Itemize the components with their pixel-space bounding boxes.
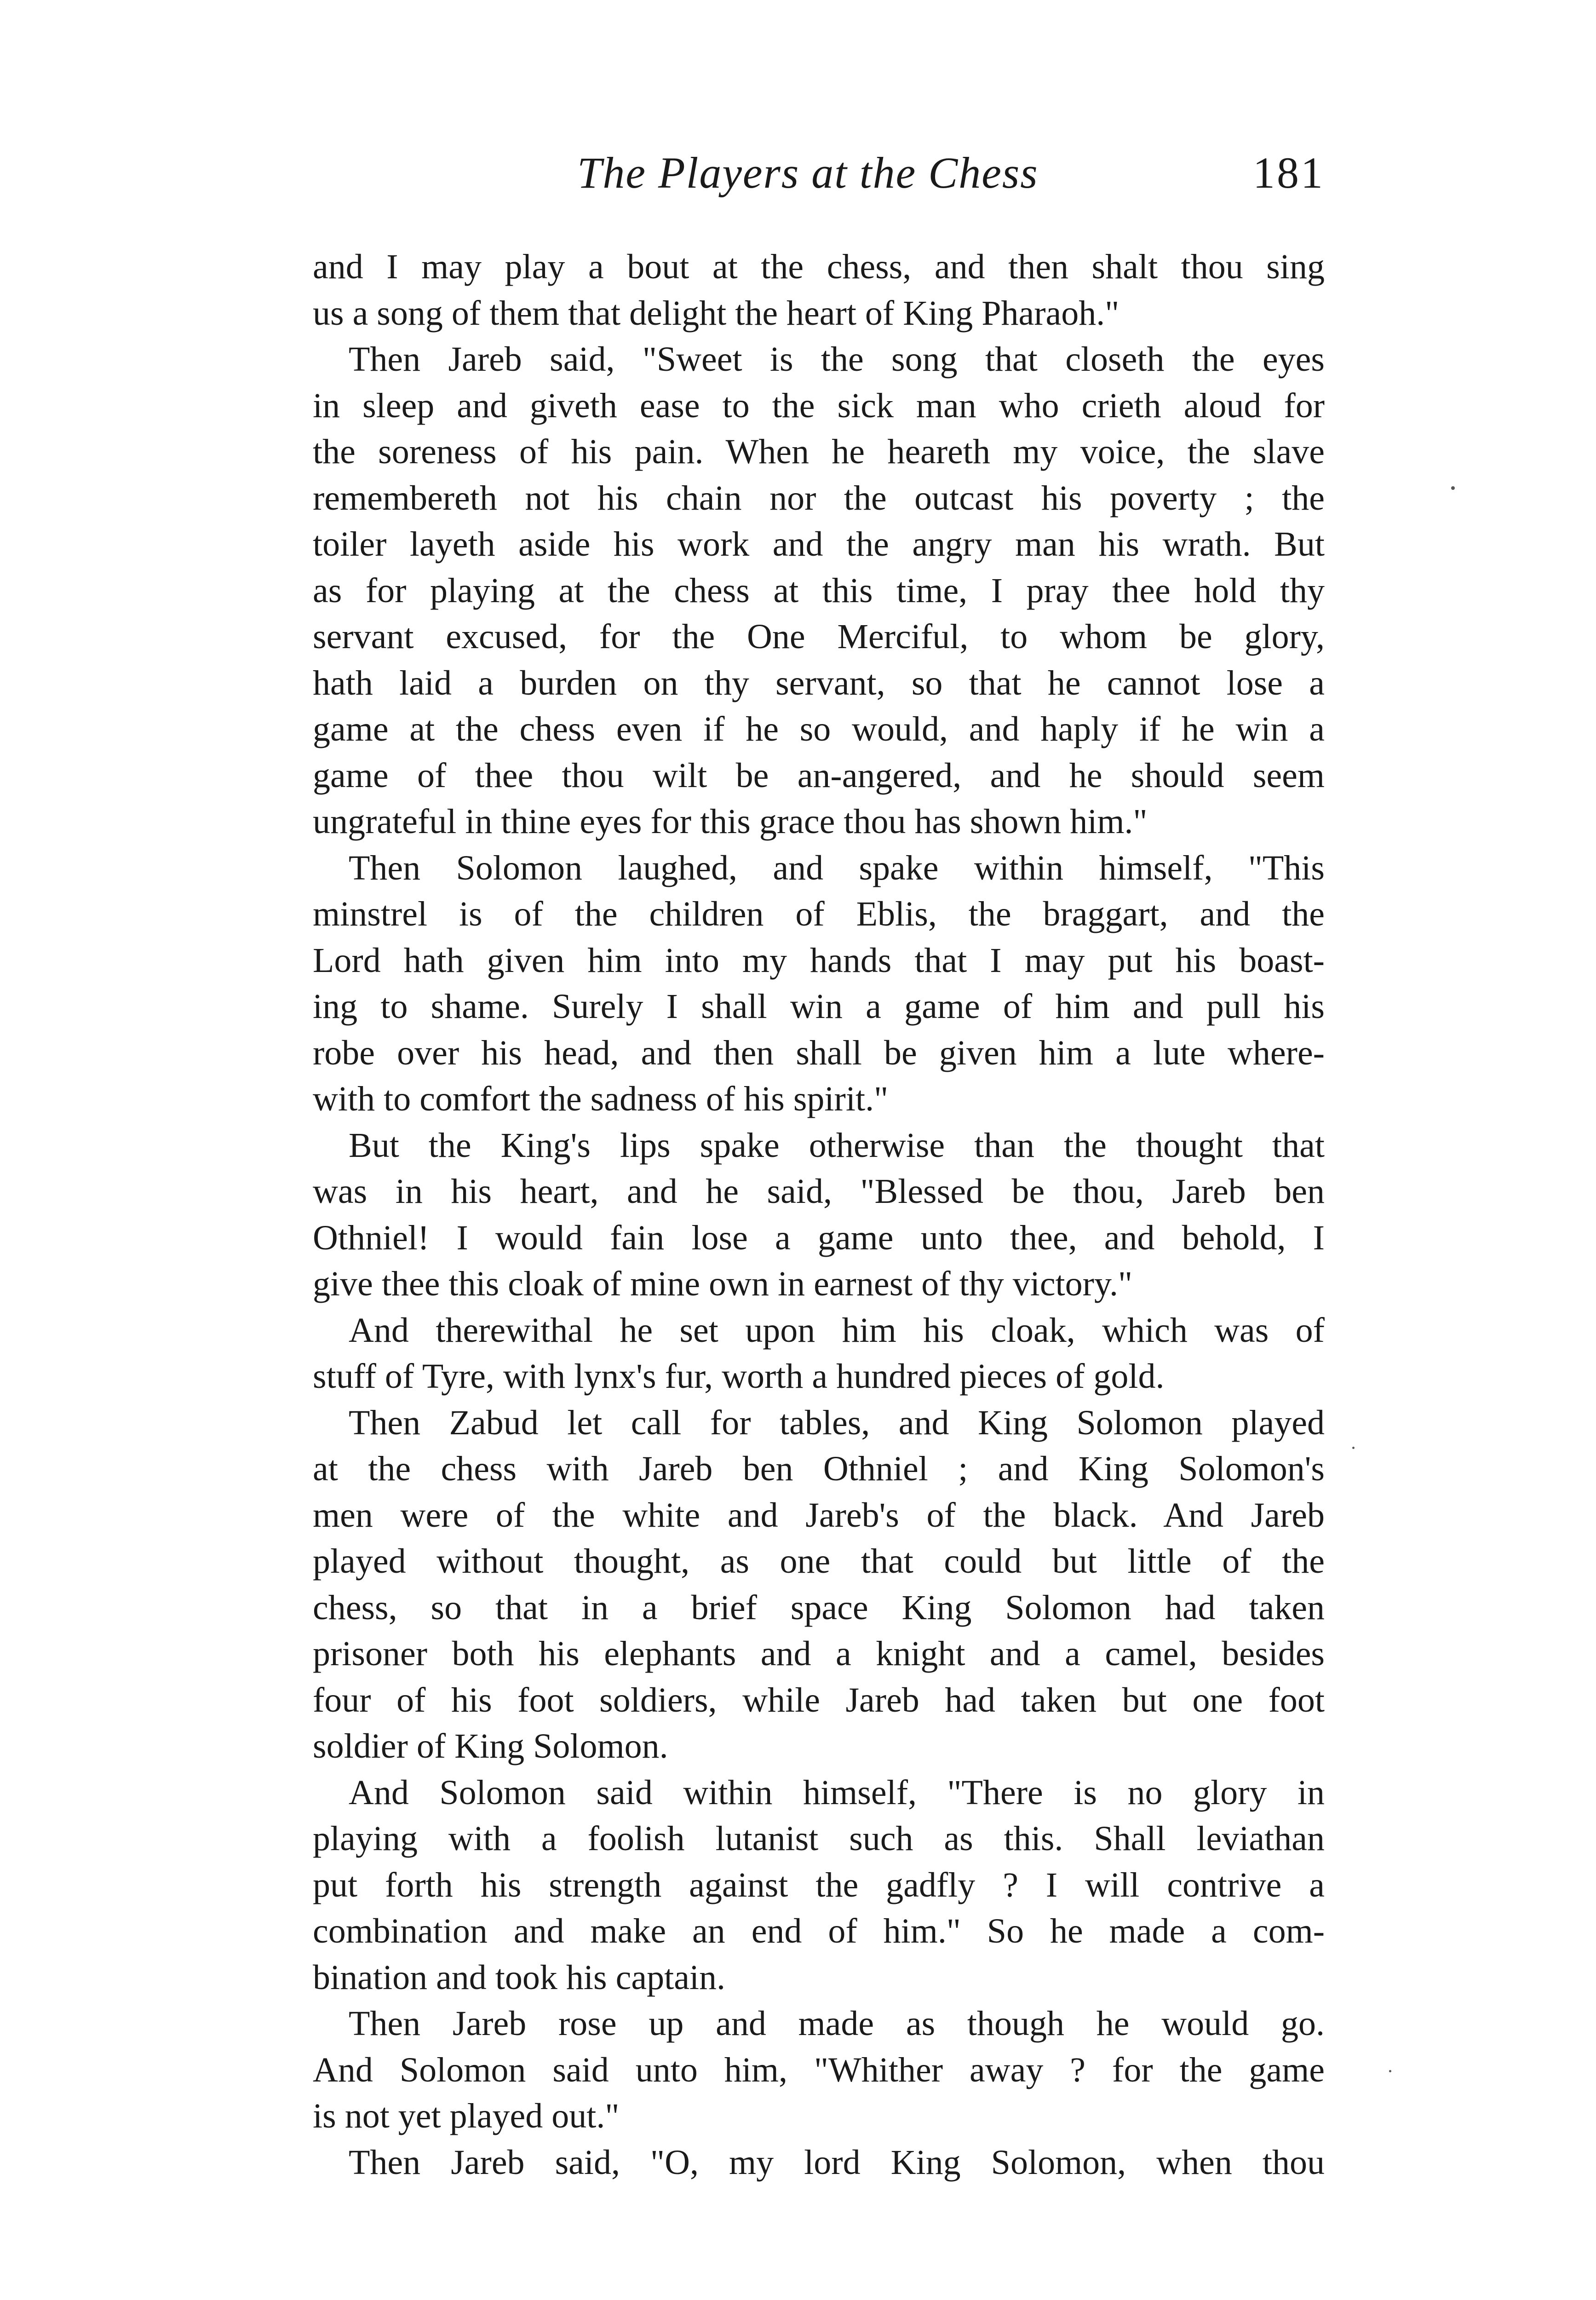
text-line: Othniel! I would fain lose a game unto thee, and behold, I bbox=[313, 1218, 1325, 1257]
text-line: played without thought, as one that could but little of the bbox=[313, 1542, 1325, 1581]
text-line: minstrel is of the children of Eblis, the braggart, and the bbox=[313, 895, 1325, 933]
print-speck bbox=[1352, 1447, 1355, 1449]
paragraph bbox=[313, 244, 1325, 336]
text-line: Lord hath given him into my hands that I may put his boast- bbox=[313, 941, 1325, 980]
paragraph bbox=[313, 1122, 1325, 1307]
running-head bbox=[313, 147, 1325, 202]
text-line: the soreness of his pain. When he heareth my voice, the slave bbox=[313, 432, 1325, 471]
text-line: hath laid a burden on thy servant, so that he cannot lose a bbox=[313, 663, 1325, 702]
text-line: And therewithal he set upon him his cloak, which was of bbox=[349, 1311, 1325, 1350]
print-speck bbox=[1451, 486, 1455, 490]
text-line: stuff of Tyre, with lynx's fur, worth a hundred pieces of gold. bbox=[313, 1357, 1165, 1396]
text-line: toiler layeth aside his work and the angry man his wrath. But bbox=[313, 525, 1325, 564]
text-line: ungrateful in thine eyes for this grace thou has shown him." bbox=[313, 802, 1148, 841]
text-line: give thee this cloak of mine own in earnest of thy victory." bbox=[313, 1265, 1133, 1303]
text-line: ing to shame. Surely I shall win a game of him and pull his bbox=[313, 987, 1325, 1026]
text-line: us a song of them that delight the heart of King Pharaoh." bbox=[313, 293, 1119, 333]
text-line: But the King's lips spake otherwise than the thought that bbox=[349, 1126, 1325, 1165]
paragraph bbox=[313, 2001, 1325, 2139]
text-line: is not yet played out." bbox=[313, 2097, 620, 2135]
text-line: robe over his head, and then shall be given him a lute where- bbox=[313, 1033, 1325, 1072]
text-line: Then Solomon laughed, and spake within himself, "This bbox=[349, 848, 1325, 887]
text-line: And Solomon said unto him, "Whither away ? for the game bbox=[313, 2050, 1325, 2089]
text-line: And Solomon said within himself, "There is no glory in bbox=[349, 1773, 1325, 1812]
paragraph bbox=[313, 845, 1325, 1122]
text-line: playing with a foolish lutanist such as this. Shall leviathan bbox=[313, 1819, 1325, 1858]
paragraph bbox=[313, 2139, 1325, 2186]
text-line: with to comfort the sadness of his spirit." bbox=[313, 1080, 889, 1118]
text-line: remembereth not his chain nor the outcast his poverty ; the bbox=[313, 478, 1325, 518]
text-line: four of his foot soldiers, while Jareb had taken but one foot bbox=[313, 1680, 1325, 1719]
text-line: in sleep and giveth ease to the sick man who crieth aloud for bbox=[313, 386, 1325, 425]
text-line: game of thee thou wilt be an-angered, and he should seem bbox=[313, 756, 1325, 795]
text-line: chess, so that in a brief space King Solomon had taken bbox=[313, 1588, 1325, 1627]
paragraph bbox=[313, 1400, 1325, 1770]
running-title: The Players at the Chess bbox=[577, 148, 1039, 197]
text-line: combination and make an end of him." So he made a com- bbox=[313, 1912, 1325, 1950]
text-line: and I may play a bout at the chess, and then shalt thou sing bbox=[313, 247, 1325, 286]
body-text bbox=[313, 244, 1325, 2185]
print-speck bbox=[1389, 2070, 1391, 2072]
text-line: Then Jareb rose up and made as though he would go. bbox=[349, 2004, 1325, 2043]
text-line: at the chess with Jareb ben Othniel ; and King Solomon's bbox=[313, 1449, 1325, 1488]
text-line: servant excused, for the One Merciful, to whom be glory, bbox=[313, 617, 1325, 656]
text-line: as for playing at the chess at this time, I pray thee hold thy bbox=[313, 571, 1325, 610]
text-line: soldier of King Solomon. bbox=[313, 1727, 668, 1765]
text-line: Then Jareb said, "Sweet is the song that closeth the eyes bbox=[349, 340, 1325, 379]
text-line: put forth his strength against the gadfly ? I will contrive a bbox=[313, 1865, 1325, 1904]
paragraph bbox=[313, 1770, 1325, 2001]
text-line: bination and took his captain. bbox=[313, 1958, 726, 1997]
paragraph bbox=[313, 336, 1325, 845]
text-line: Then Jareb said, "O, my lord King Solomon, when thou bbox=[349, 2143, 1325, 2182]
text-line: was in his heart, and he said, "Blessed be thou, Jareb ben bbox=[313, 1172, 1325, 1211]
paragraph bbox=[313, 1307, 1325, 1400]
text-line: prisoner both his elephants and a knight and a camel, besides bbox=[313, 1634, 1325, 1673]
page-number: 181 bbox=[1253, 148, 1325, 197]
text-line: Then Zabud let call for tables, and King Solomon played bbox=[349, 1403, 1325, 1442]
text-line: men were of the white and Jareb's of the black. And Jareb bbox=[313, 1495, 1325, 1535]
text-line: game at the chess even if he so would, and haply if he win a bbox=[313, 710, 1325, 748]
